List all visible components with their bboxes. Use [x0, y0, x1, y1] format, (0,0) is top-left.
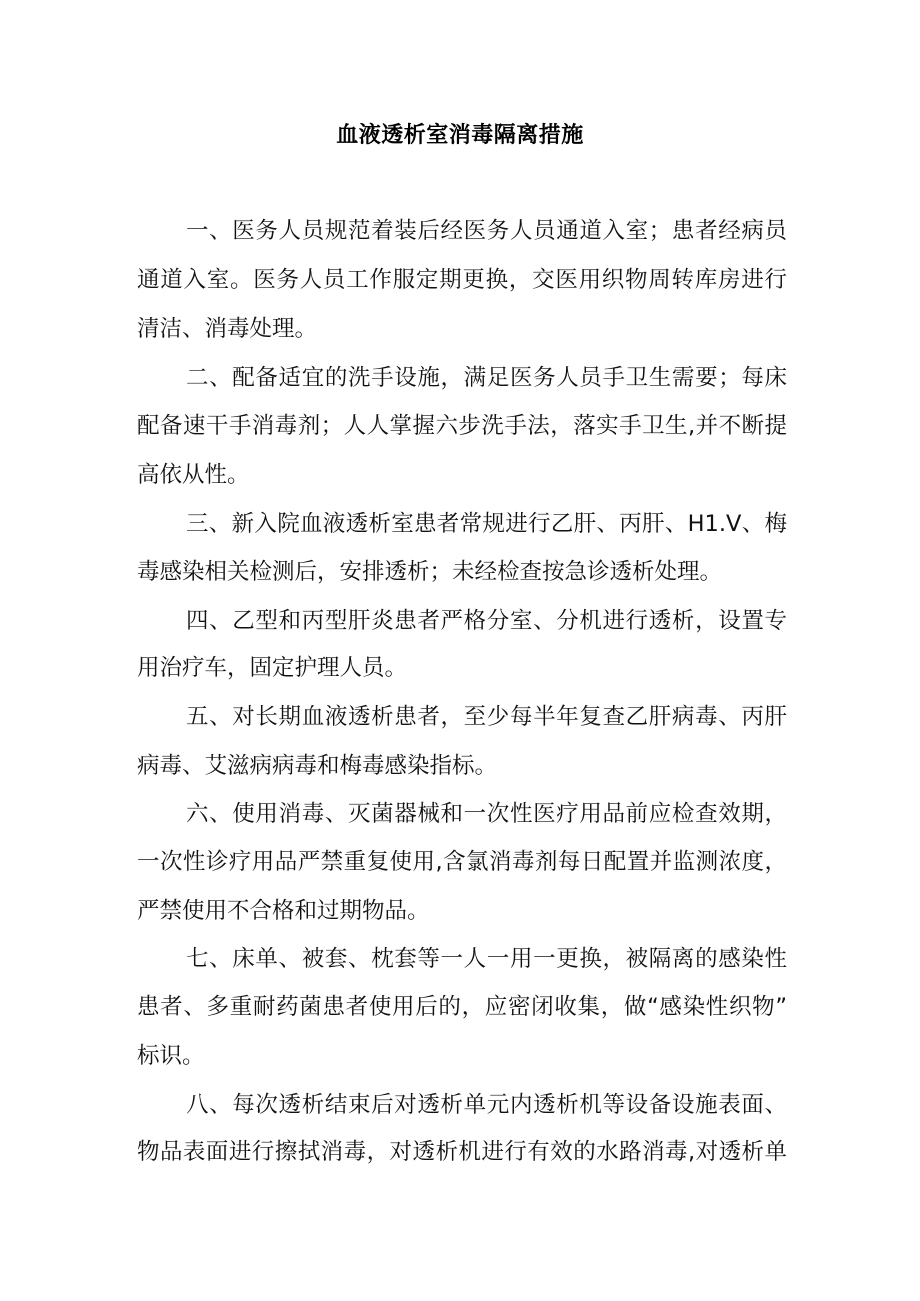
paragraph-6-line-3: 严禁使用不合格和过期物品。: [137, 898, 430, 924]
document-title: 血液透析室消毒隔离措施: [336, 123, 584, 148]
paragraph-1-line-3: 清洁、消毒处理。: [137, 316, 318, 342]
paragraph-8-line-1: 八、每次透析结束后对透析单元内透析机等设备设施表面、: [186, 1092, 787, 1118]
paragraph-1-line-2: 通道入室。医务人员工作服定期更换，交医用织物周转库房进行: [137, 267, 787, 293]
paragraph-4-line-1: 四、乙型和丙型肝炎患者严格分室、分机进行透析，设置专: [186, 608, 787, 634]
paragraph-7-line-2: 患者、多重耐药菌患者使用后的，应密闭收集，做“感染性织物”: [137, 994, 787, 1020]
paragraph-1-line-1: 一、医务人员规范着装后经医务人员通道入室；患者经病员: [186, 218, 787, 244]
paragraph-2-line-1: 二、配备适宜的洗手设施，满足医务人员手卫生需要；每床: [186, 365, 787, 391]
paragraph-2-line-3: 高依从性。: [137, 462, 250, 488]
paragraph-7-line-1: 七、床单、被套、枕套等一人一用一更换，被隔离的感染性: [186, 946, 787, 972]
paragraph-7-line-3: 标识。: [137, 1043, 205, 1069]
paragraph-8-line-2: 物品表面进行擦拭消毒，对透析机进行有效的水路消毒,对透析单: [137, 1139, 787, 1165]
paragraph-2-line-2: 配备速干手消毒剂；人人掌握六步洗手法，落实手卫生,并不断提: [137, 413, 787, 439]
paragraph-3-line-1: 三、新入院血液透析室患者常规进行乙肝、丙肝、H1.V、梅: [186, 511, 787, 537]
paragraph-5-line-2: 病毒、艾滋病病毒和梅毒感染指标。: [137, 753, 498, 779]
paragraph-5-line-1: 五、对长期血液透析患者，至少每半年复查乙肝病毒、丙肝: [186, 704, 787, 730]
paragraph-6-line-1: 六、使用消毒、灭菌器械和一次性医疗用品前应检查效期，: [186, 801, 787, 827]
paragraph-4-line-2: 用治疗车，固定护理人员。: [137, 655, 408, 681]
paragraph-3-line-2: 毒感染相关检测后，安排透析；未经检查按急诊透析处理。: [137, 559, 723, 585]
paragraph-6-line-2: 一次性诊疗用品严禁重复使用,含氯消毒剂每日配置并监测浓度，: [137, 849, 787, 875]
